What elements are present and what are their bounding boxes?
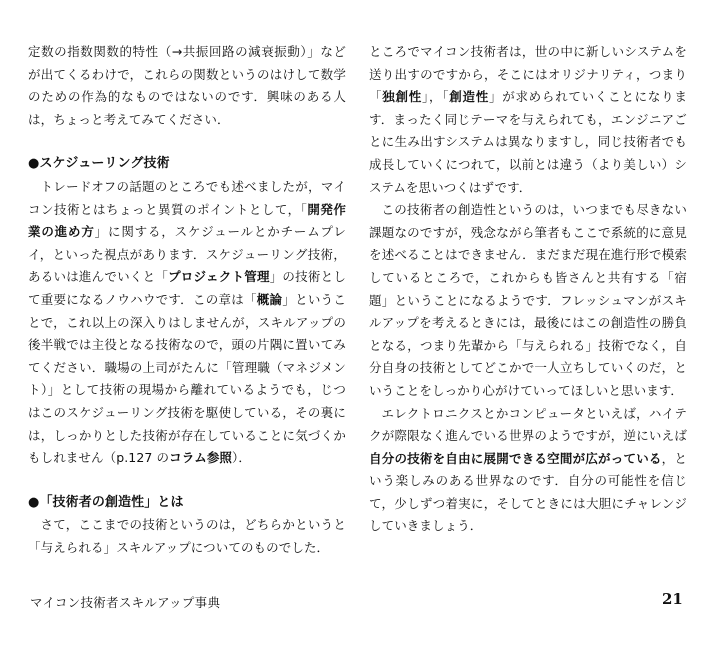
right-column (369, 41, 687, 538)
section-heading-creativity (28, 492, 346, 515)
text-run: トレードオフの話題のところでも述べましたが，マイコン技術とはちょっと異質のポイントとして，「 (28, 178, 346, 217)
bold-term: 自分の技術を自由に展開できる空間が広がっている (369, 450, 662, 466)
section-heading-creativity-text: 「技術者の創造性」とは (39, 494, 184, 510)
text-run: 」に関する，スケジュールとかチームプレイ，といった視点があります．スケジューリング技術，あるいは進んでいくと「 (28, 224, 346, 285)
text-run: 」，「 (421, 89, 450, 105)
bold-term: 概論 (256, 291, 283, 307)
section-heading-scheduling-text: スケジューリング技術 (39, 156, 170, 172)
right-paragraph-2: この技術者の創造性というのは，いつまでも尽きない課題なのですが，残念ながら筆者もここで系統的に意見を述べることはできません．まだまだ現在進行形で模索しているところで，これからも皆さんと共有する「宿題」ということになるようです．フレッシュマンがスキルアップを考えるときには，最後にはこの創造性の勝負となる，つまり先輩から「与えられる」技術でなく，自分自身の技術としてどこかで一人立ちしていくのだ，ということをしっかり心がけていってほしいと思います． (369, 202, 687, 398)
section-heading-scheduling (28, 153, 346, 176)
right-paragraph-1 (369, 41, 687, 199)
left-column (28, 41, 346, 559)
page-number: 21 (662, 590, 683, 608)
left-paragraph-3: さて，ここまでの技術というのは，どちらかというと「与えられる」スキルアップについてのものでした． (28, 517, 346, 555)
text-run: ，という楽しみのある世界なのです．自分の可能性を信じて，少しずつ着実に，そしてときには大胆にチャレンジしていきましょう． (369, 450, 687, 534)
text-run: ）． (232, 450, 251, 466)
text-run: 」ということで，これ以上の深入りはしませんが，スキルアップの後半戦では主役となる技術なので，頭の片隅に置いてみてください．職場の上司がたんに「管理職（マネジメント）」として技術の現場から離れているようでも，じつはこのスケジューリング技術を駆使している，その裏には，しっかりとした技術が存在していることに気づくかもしれません（p.127 の (28, 291, 346, 466)
bold-term: 独創性 (382, 89, 422, 105)
bold-term: プロジェクト管理 (168, 269, 270, 285)
text-run: 」が求められていくことになります．まったく同じテーマを与えられても，エンジニアごとに生み出すシステムは異なりますし，同じ技術者でも成長していくにつれて，以前とは違う（より美しい）システムを思いつくはずです． (369, 89, 687, 195)
text-run: 」の技術として重要になるノウハウです．この章は「 (28, 269, 346, 307)
text-run: エレクトロニクスとかコンピュータといえば，ハイテクが際限なく進んでいる世界のようですが，逆にいえば (369, 405, 687, 444)
left-paragraph-1: 定数の指数関数的特性（→共振回路の減衰振動）」などが出てくるわけで，これらの関数というのはけして数学のための作為的なものではないのです．興味のある人は，ちょっと考えてみてください． (28, 44, 346, 127)
bullet-icon: ● (28, 494, 40, 510)
bold-term: 創造性 (449, 89, 489, 105)
bold-term: 開発作業の進め方 (28, 201, 346, 240)
bold-term: コラム参照 (169, 450, 233, 466)
text-run: ところでマイコン技術者は，世の中に新しいシステムを送り出すのですから，そこにはオリジナリティ，つまり「 (369, 44, 687, 105)
bullet-icon: ● (28, 156, 40, 172)
left-paragraph-2 (28, 176, 346, 470)
book-title: マイコン技術者スキルアップ事典 (30, 595, 221, 610)
right-paragraph-3 (369, 403, 687, 539)
